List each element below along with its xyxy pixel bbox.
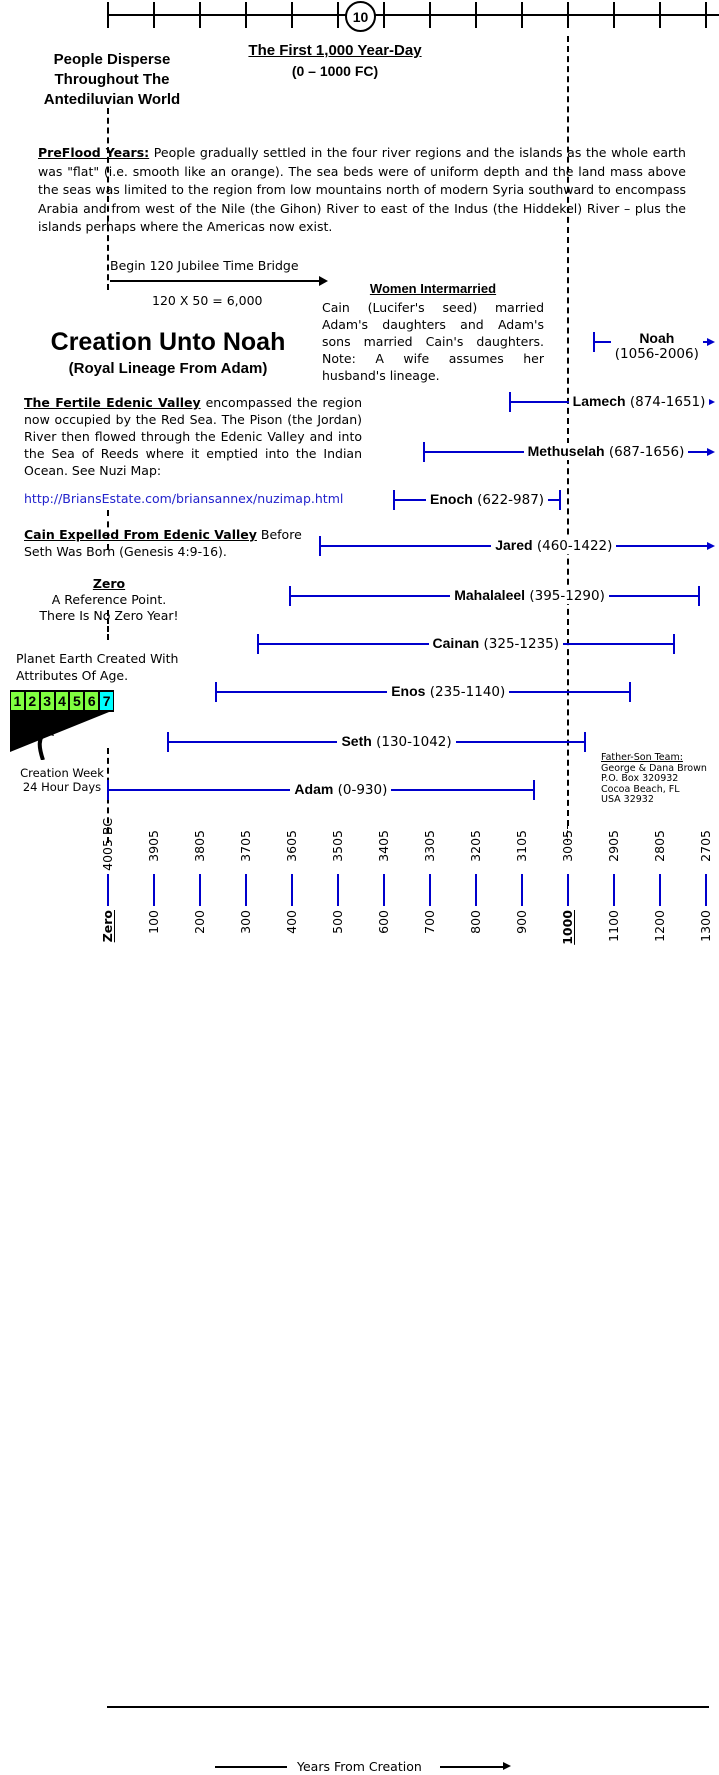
axis-tick-upper [245, 874, 247, 890]
axis-tick-lower [567, 890, 569, 906]
axis-fc-label: 1000 [560, 910, 575, 945]
axis-bc-label: 3405 [376, 830, 391, 862]
axis-bc-label: 3305 [422, 830, 437, 862]
lifespan-bar-range: (1056-2006) [614, 346, 699, 362]
lifespan-bar-mahalaleel[interactable] [0, 586, 719, 616]
axis-tick-upper [475, 874, 477, 890]
lifespan-bar-range: (622-987) [472, 492, 545, 508]
lifespan-bar-label [569, 393, 710, 410]
planet-earth-note: Planet Earth Created With Attributes Of Age. [16, 651, 179, 683]
page-title: Creation Unto Noah [50, 328, 286, 356]
lifespan-bar-name: Seth [341, 733, 372, 749]
axis-fc-label: 600 [376, 910, 391, 934]
axis-bc-label: 3605 [284, 830, 299, 862]
lifespan-bar-death-cap [584, 732, 586, 752]
preflood-label: PreFlood Years: [38, 145, 150, 160]
lifespan-bar-range: (874-1651) [625, 394, 706, 410]
axis-bc-label: 3005 [560, 830, 575, 862]
zero-line-2: There Is No Zero Year! [39, 608, 179, 623]
edenic-valley-body: encompassed the region now occupied by the Red Sea. The Pison (the Jordan) River then flowed through the Edenic Valley and into the Sea of Reeds where it emptied into the Indian Ocean. See Nuzi Map: [24, 395, 362, 478]
lifespan-bar-name: Jared [495, 537, 533, 553]
axis-bc-label: 3705 [238, 830, 253, 862]
axis-tick-upper [705, 874, 707, 890]
lifespan-bar-label [337, 733, 455, 750]
lifespan-bar-name: Mahalaleel [454, 587, 526, 603]
axis-tick-lower [521, 890, 523, 906]
axis-fc-label: 100 [146, 910, 161, 934]
lifespan-bar-range: (325-1235) [479, 636, 560, 652]
axis-tick-lower [383, 890, 385, 906]
lifespan-bar-label [387, 683, 509, 700]
address-line-2: P.O. Box 320932 [601, 773, 679, 784]
axis-bc-label: 4005 BC [100, 818, 115, 871]
lifespan-bar-enos[interactable] [0, 682, 719, 712]
page-number-badge: 10 [345, 1, 376, 32]
axis-bc-label: 2805 [652, 830, 667, 862]
jubilee-line-2: 120 X 50 = 6,000 [152, 293, 263, 308]
lifespan-bar-jared[interactable] [0, 536, 719, 566]
yfc-left-rule [215, 1766, 287, 1768]
axis-bc-label: 3905 [146, 830, 161, 862]
lifespan-bar-birth-cap [393, 490, 395, 510]
lifespan-bar-birth-cap [423, 442, 425, 462]
lifespan-bar-name: Cainan [432, 635, 480, 651]
lifespan-bar-label [524, 443, 689, 460]
lifespan-bar-continues-arrow-icon [707, 542, 715, 550]
axis-fc-label: 1300 [698, 910, 713, 942]
axis-bc-label: 3205 [468, 830, 483, 862]
address-title: Father-Son Team: [601, 752, 683, 763]
axis-fc-label: 1200 [652, 910, 667, 942]
axis-tick-upper [383, 874, 385, 890]
axis-line [107, 1706, 709, 1708]
axis-tick-upper [567, 874, 569, 890]
lifespan-bar-death-cap [559, 490, 561, 510]
axis-tick-lower [429, 890, 431, 906]
lifespan-bar-range: (130-1042) [371, 734, 452, 750]
lifespan-bar-label [491, 537, 616, 554]
lifespan-bar-death-cap [673, 634, 675, 654]
creation-week-day-5: 5 [70, 692, 83, 710]
creation-week-day-1: 1 [11, 692, 24, 710]
creation-week-day-6: 6 [85, 692, 98, 710]
dispersal-heading-line-1: People Disperse [53, 51, 171, 68]
axis-bc-label: 3805 [192, 830, 207, 862]
cain-expelled-body: Before Seth Was Born (Genesis 4:9-16). [24, 527, 302, 559]
axis-tick-upper [429, 874, 431, 890]
axis-tick-lower [475, 890, 477, 906]
bottom-axis [0, 818, 719, 1774]
creation-week-caption-line-2: 24 Hour Days [22, 780, 102, 794]
lifespan-bar-name: Adam [294, 781, 334, 797]
lifespan-bar-birth-cap [289, 586, 291, 606]
lifespan-bar-lamech[interactable] [0, 392, 719, 422]
cain-expelled-label: Cain Expelled From Edenic Valley [24, 527, 257, 542]
lifespan-bar-chart [0, 0, 719, 830]
lifespan-bar-birth-cap [107, 780, 109, 800]
jubilee-line-1: Begin 120 Jubilee Time Bridge [110, 258, 299, 273]
lifespan-bar-death-cap [533, 780, 535, 800]
address-line-3: Cocoa Beach, FL [601, 783, 680, 795]
axis-tick-upper [337, 874, 339, 890]
axis-tick-upper [199, 874, 201, 890]
axis-fc-label: 900 [514, 910, 529, 934]
lifespan-bar-name: Lamech [572, 393, 626, 409]
lifespan-bar-label [426, 491, 548, 508]
nuzi-map-link[interactable]: http://BriansEstate.com/briansannex/nuzimap.html [24, 491, 344, 506]
lifespan-bar-range: (0-930) [333, 782, 388, 798]
axis-tick-upper [291, 874, 293, 890]
year-day-range: (0 – 1000 FC) [291, 63, 379, 79]
axis-tick-lower [199, 890, 201, 906]
axis-tick-lower [107, 890, 109, 906]
address-line-4: USA 32932 [601, 794, 654, 805]
axis-fc-label: 800 [468, 910, 483, 934]
axis-fc-label: 200 [192, 910, 207, 934]
yfc-right-rule [440, 1766, 506, 1768]
axis-bc-label: 2905 [606, 830, 621, 862]
axis-tick-lower [659, 890, 661, 906]
axis-tick-lower [245, 890, 247, 906]
lifespan-bar-birth-cap [257, 634, 259, 654]
preflood-body: People gradually settled in the four river regions and the islands as the whole earth was "flat" (i.e. smooth like an orange). The sea beds were of uniform depth and the land mass above the seas was limited to the region from low mountains north of modern Syria southward to encompass Arabia and from west of the Nile (the Gihon) River to east of the Indus (the Hiddekel) River – plus the islands perhaps where the Americas now exist. [38, 145, 686, 234]
lifespan-bar-name: Methuselah [527, 443, 605, 459]
lifespan-bar-range: (460-1422) [532, 538, 613, 554]
years-from-creation-caption [215, 1759, 515, 1775]
lifespan-bar-methuselah[interactable] [0, 442, 719, 472]
axis-fc-label: 300 [238, 910, 253, 934]
axis-bc-label: 2705 [698, 830, 713, 862]
axis-tick-upper [521, 874, 523, 890]
axis-tick-lower [613, 890, 615, 906]
axis-fc-label: 1100 [606, 910, 621, 942]
lifespan-bar-birth-cap [509, 392, 511, 412]
axis-bc-label: 3505 [330, 830, 345, 862]
creation-week-day-3: 3 [41, 692, 54, 710]
lifespan-bar-name: Noah [639, 330, 675, 346]
lifespan-bar-noah[interactable] [0, 332, 719, 362]
axis-fc-label: 700 [422, 910, 437, 934]
address-line-1: George & Dana Brown [601, 762, 707, 774]
lifespan-bar-name: Enoch [430, 491, 473, 507]
lifespan-bar-birth-cap [215, 682, 217, 702]
axis-tick-upper [659, 874, 661, 890]
yfc-text: Years From Creation [297, 1759, 422, 1774]
yfc-arrow-head-icon [503, 1762, 511, 1770]
creation-week-day-4: 4 [56, 692, 69, 710]
creation-week-day-7: 7 [100, 692, 113, 710]
lifespan-bar-continues-arrow-icon [707, 448, 715, 456]
lifespan-bar-range: (687-1656) [604, 444, 685, 460]
edenic-valley-label: The Fertile Edenic Valley [24, 395, 201, 410]
lifespan-bar-enoch[interactable] [0, 490, 719, 520]
axis-tick-lower [291, 890, 293, 906]
lifespan-bar-death-cap [629, 682, 631, 702]
dispersal-heading-line-2: Throughout The [54, 71, 170, 88]
axis-tick-lower [337, 890, 339, 906]
lifespan-bar-range: (235-1140) [425, 684, 506, 700]
women-intermarried-body: Cain (Lucifer's seed) married Adam's daughters and Adam's sons married Cain's daughters. Note: A wife assumes her husband's lineage. [322, 300, 544, 383]
lifespan-bar-label [290, 781, 391, 798]
axis-tick-lower [705, 890, 707, 906]
axis-bc-label: 3105 [514, 830, 529, 862]
creation-week-day-2: 2 [26, 692, 39, 710]
lifespan-bar-adam[interactable] [0, 780, 719, 810]
axis-fc-label: Zero [100, 910, 115, 943]
year-day-title: The First 1,000 Year-Day [248, 42, 422, 59]
page-subtitle: (Royal Lineage From Adam) [68, 360, 268, 377]
axis-fc-label: 500 [330, 910, 345, 934]
axis-tick-upper [613, 874, 615, 890]
creation-week-caption-line-1: Creation Week [20, 766, 104, 780]
lifespan-bar-label [429, 635, 564, 652]
lifespan-bar-death-cap [698, 586, 700, 606]
lifespan-bar-label [450, 587, 609, 604]
axis-tick-upper [153, 874, 155, 890]
dispersal-heading-line-3: Antediluvian World [43, 91, 181, 108]
lifespan-bar-cainan[interactable] [0, 634, 719, 664]
zero-title: Zero [92, 576, 126, 591]
zero-line-1: A Reference Point. [51, 592, 167, 607]
axis-tick-lower [153, 890, 155, 906]
lifespan-bar-name: Enos [391, 683, 426, 699]
axis-tick-upper [107, 874, 109, 890]
lifespan-bar-birth-cap [167, 732, 169, 752]
lifespan-bar-label [611, 331, 703, 362]
lifespan-bar-birth-cap [319, 536, 321, 556]
axis-fc-label: 400 [284, 910, 299, 934]
lifespan-bar-birth-cap [593, 332, 595, 352]
lifespan-bar-seth[interactable] [0, 732, 719, 762]
women-intermarried-title: Women Intermarried [369, 281, 497, 296]
lifespan-bar-range: (395-1290) [525, 588, 605, 604]
